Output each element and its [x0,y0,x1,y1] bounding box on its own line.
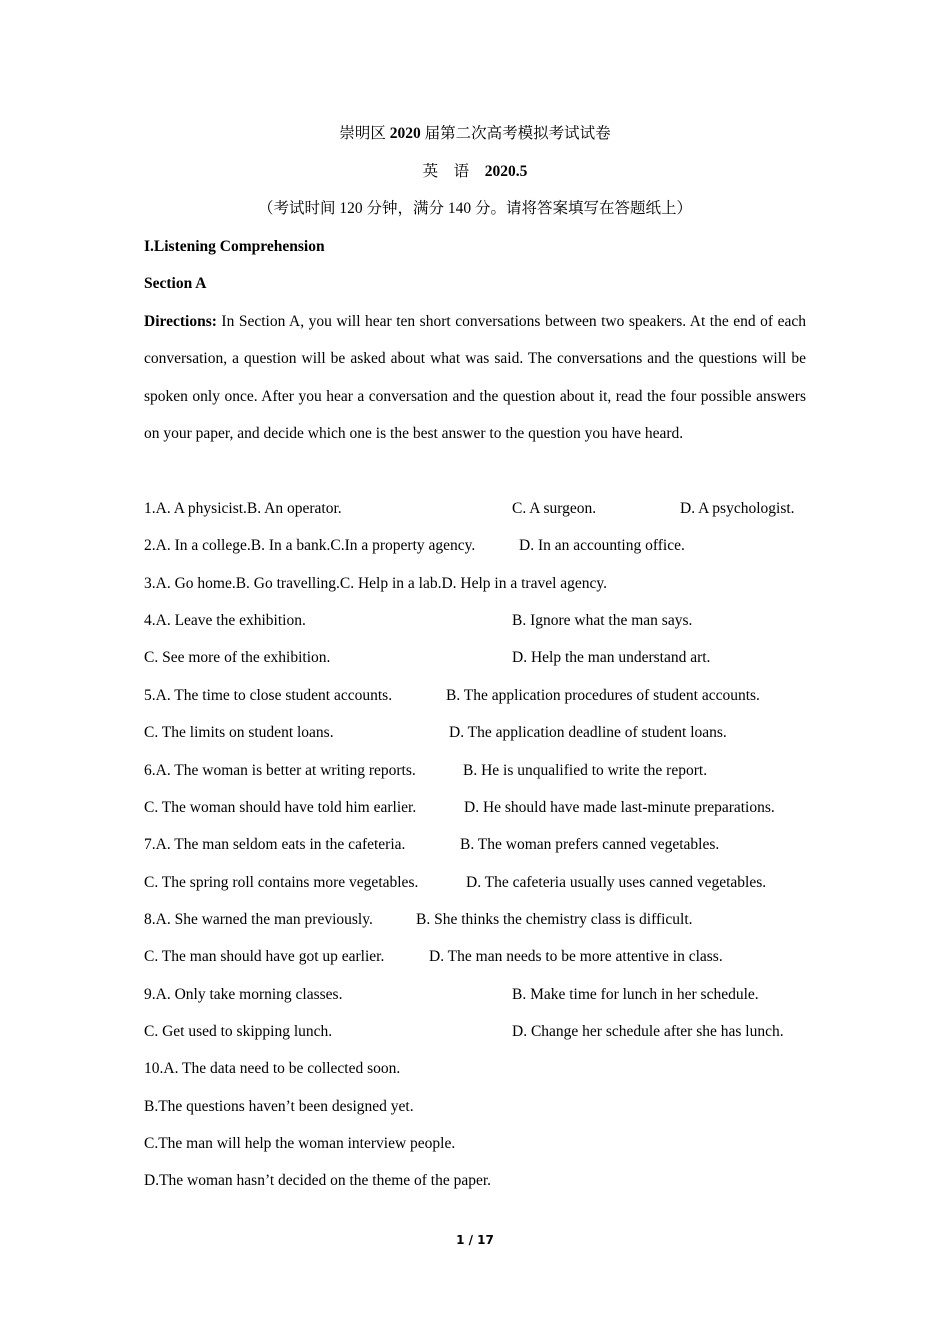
question-2-a-c: 2.A. In a college.B. In a bank.C.In a property agency. [144,537,476,554]
question-2-d: D. In an accounting office. [519,537,685,554]
question-10-a: 10.A. The data need to be collected soon. [144,1060,401,1077]
title-year: 2020 [389,125,421,142]
question-1-a-b: 1.A. A physicist.B. An operator. [144,500,342,517]
question-4-d: D. Help the man understand art. [512,649,711,666]
question-8-a: 8.A. She warned the man previously. [144,911,373,928]
question-9-b: B. Make time for lunch in her schedule. [512,986,759,1003]
question-4-b: B. Ignore what the man says. [512,612,693,629]
exam-instructions: （考试时间 120 分钟，满分 140 分。请将答案填写在答题纸上） [257,200,692,217]
section-title: Section A [144,275,207,292]
question-7-c: C. The spring roll contains more vegetables. [144,874,419,891]
question-9-c: C. Get used to skipping lunch. [144,1023,333,1040]
question-7-a: 7.A. The man seldom eats in the cafeteria. [144,836,406,853]
question-6-b: B. He is unqualified to write the report. [463,762,708,779]
question-1-d: D. A psychologist. [680,500,795,517]
question-10-c: C.The man will help the woman interview people. [144,1135,456,1152]
directions-label: Directions: [144,313,217,330]
directions-text: In Section A, you will hear ten short conversations between two speakers. At the end of each conversation, a question will be asked about what was said. The conversations and the questions will be spoken only once. After you hear a conversation and the question about it, read the four possible answers on your paper, and decide which one is the best answer to the question you have heard. [144,313,806,443]
question-9-d: D. Change her schedule after she has lunch. [512,1023,784,1040]
title-suffix: 届第二次高考模拟考试试卷 [420,125,611,142]
question-6-a: 6.A. The woman is better at writing reports. [144,762,416,779]
question-6-d: D. He should have made last-minute preparations. [464,799,775,816]
question-1-c: C. A surgeon. [512,500,597,517]
directions-paragraph [144,303,806,453]
question-10-b: B.The questions haven’t been designed yet. [144,1098,414,1115]
question-4-c: C. See more of the exhibition. [144,649,331,666]
exam-subject [0,162,950,182]
subject-label: 英 语 [422,163,485,180]
question-7-d: D. The cafeteria usually uses canned vegetables. [466,874,767,891]
question-8-d: D. The man needs to be more attentive in class. [429,948,723,965]
question-4-a: 4.A. Leave the exhibition. [144,612,306,629]
question-5-a: 5.A. The time to close student accounts. [144,687,393,704]
question-5-c: C. The limits on student loans. [144,724,334,741]
question-10-d: D.The woman hasn’t decided on the theme of the paper. [144,1172,492,1189]
question-8-b: B. She thinks the chemistry class is difficult. [416,911,693,928]
question-8-c: C. The man should have got up earlier. [144,948,385,965]
question-6-c: C. The woman should have told him earlier. [144,799,417,816]
question-3: 3.A. Go home.B. Go travelling.C. Help in a lab.D. Help in a travel agency. [144,575,608,592]
question-5-b: B. The application procedures of student accounts. [446,687,760,704]
question-7-b: B. The woman prefers canned vegetables. [460,836,720,853]
subject-date: 2020.5 [484,163,528,180]
part-title: I.Listening Comprehension [144,238,325,255]
question-5-d: D. The application deadline of student loans. [449,724,727,741]
page-number: 1 / 17 [456,1233,494,1247]
exam-title [0,124,950,144]
title-prefix: 崇明区 [339,125,390,142]
question-9-a: 9.A. Only take morning classes. [144,986,343,1003]
